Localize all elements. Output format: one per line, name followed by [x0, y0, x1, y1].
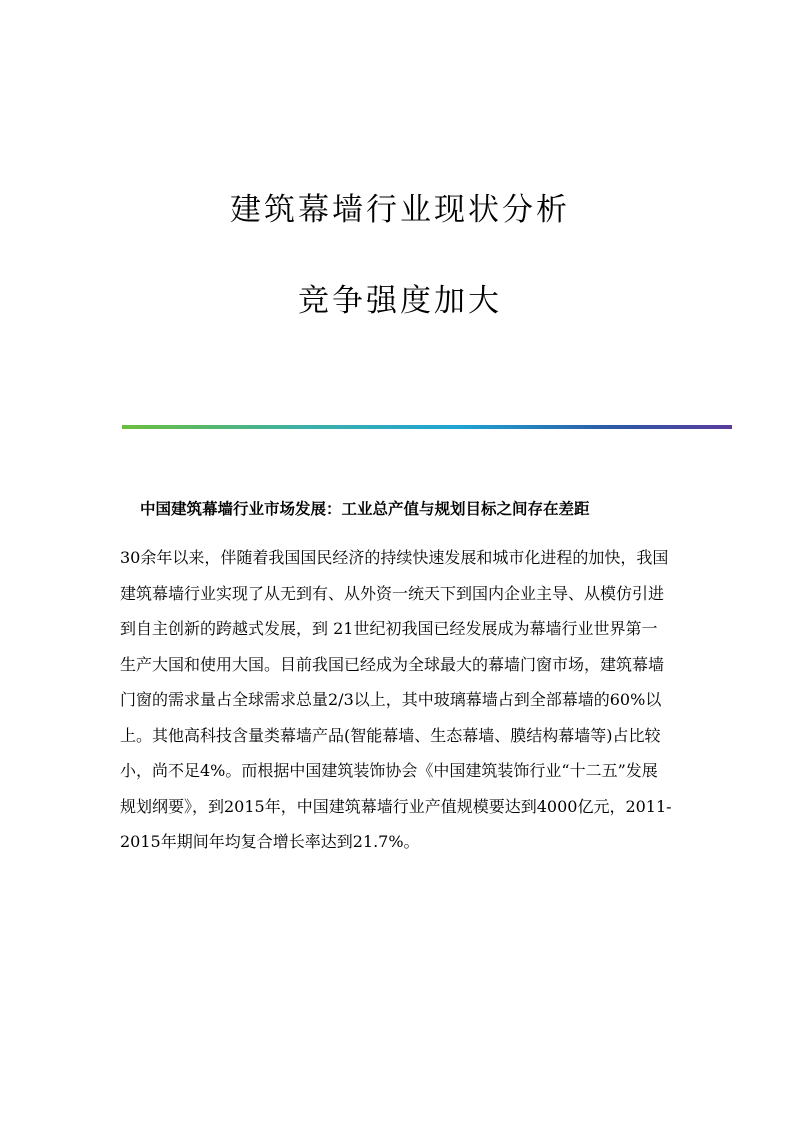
paragraph-line: 到自主创新的跨越式发展，到 21世纪初我国已经发展成为幕墙行业世界第一: [120, 619, 658, 638]
paragraph-line: 生产大国和使用大国。目前我国已经成为全球最大的幕墙门窗市场，建筑幕墙: [120, 654, 665, 674]
paragraph-line: 2015年期间年均复合增长率达到21.7%。: [120, 832, 420, 851]
section-heading: 中国建筑幕墙行业市场发展：工业总产值与规划目标之间存在差距: [140, 500, 590, 518]
paragraph-line: 规划纲要》，到2015年，中国建筑幕墙行业产值规模要达到4000亿元，2011-: [120, 796, 672, 816]
paragraph-line: 30余年以来，伴随着我国国民经济的持续快速发展和城市化进程的加快，我国: [120, 548, 669, 567]
body-paragraph: [120, 546, 680, 866]
paragraph-line: 小，尚不足4%。而根据中国建筑装饰协会《中国建筑装饰行业“十二五”发展: [120, 761, 658, 780]
paragraph-line: 上。其他高科技含量类幕墙产品(智能幕墙、生态幕墙、膜结构幕墙等)占比较: [120, 725, 661, 745]
paragraph-line: 建筑幕墙行业实现了从无到有、从外资一统天下到国内企业主导、从模仿引进: [120, 583, 665, 603]
gradient-divider: [122, 425, 732, 429]
document-title: 建筑幕墙行业现状分析: [230, 192, 570, 228]
paragraph-line: 门窗的需求量占全球需求总量2/3以上，其中玻璃幕墙占到全部幕墙的60%以: [120, 690, 662, 709]
document-subtitle: 竞争强度加大: [298, 283, 502, 319]
